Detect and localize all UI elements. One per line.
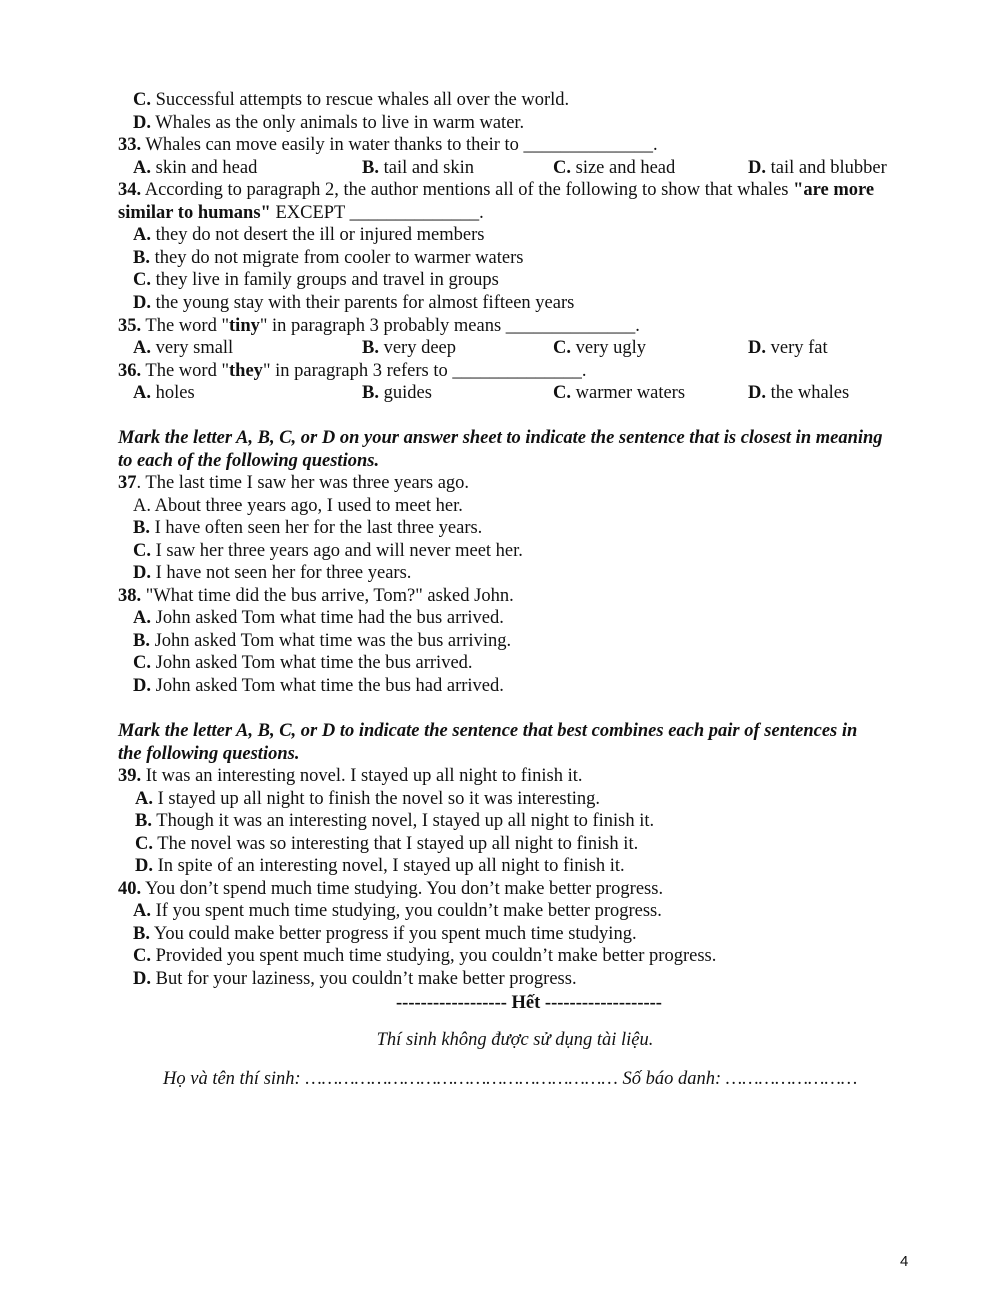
candidate-info-line: Họ và tên thí sinh: ………………………………………………… Số báo danh: …………………… <box>163 1069 858 1089</box>
section-combine-instruction-line-1: Mark the letter A, B, C, or D to indicate the sentence that best combines each pair of sentences in <box>118 721 858 741</box>
q35-stem: 35. The word "tiny" in paragraph 3 probably means ______________. <box>118 316 640 336</box>
q40-stem: 40. You don’t spend much time studying. You don’t make better progress. <box>118 879 664 899</box>
q33-option-a: A. skin and head <box>133 158 258 178</box>
q37-option-d: D. I have not seen her for three years. <box>133 563 412 583</box>
q34-option-d: D. the young stay with their parents for almost fifteen years <box>133 293 575 313</box>
q33-option-c: C. size and head <box>553 158 676 178</box>
q40-option-c: C. Provided you spent much time studying, you couldn’t make better progress. <box>133 946 717 966</box>
q35-option-d: D. very fat <box>748 338 828 358</box>
q38-option-c: C. John asked Tom what time the bus arrived. <box>133 653 473 673</box>
end-marker: ------------------ Hết ------------------- <box>396 993 662 1013</box>
q37-option-b: B. I have often seen her for the last three years. <box>133 518 483 538</box>
q35-option-c: C. very ugly <box>553 338 647 358</box>
q33-option-b: B. tail and skin <box>362 158 475 178</box>
q33-stem: 33. Whales can move easily in water thanks to their to ______________. <box>118 135 658 155</box>
section-combine-instruction-line-2: the following questions. <box>118 744 300 764</box>
q34-stem-line-1: 34. According to paragraph 2, the author mentions all of the following to show that whales "are more <box>118 180 875 200</box>
q37-option-c: C. I saw her three years ago and will never meet her. <box>133 541 523 561</box>
section-closest-instruction-line-2: to each of the following questions. <box>118 451 380 471</box>
section-closest-instruction-line-1: Mark the letter A, B, C, or D on your answer sheet to indicate the sentence that is closest in meaning <box>118 428 883 448</box>
q36-stem: 36. The word "they" in paragraph 3 refers to ______________. <box>118 361 587 381</box>
q36-option-a: A. holes <box>133 383 195 403</box>
q40-option-a: A. If you spent much time studying, you couldn’t make better progress. <box>133 901 662 921</box>
q37-stem: 37. The last time I saw her was three years ago. <box>118 473 470 493</box>
q40-option-d: D. But for your laziness, you couldn’t make better progress. <box>133 969 577 989</box>
q38-option-d: D. John asked Tom what time the bus had arrived. <box>133 676 504 696</box>
q38-stem: 38. "What time did the bus arrive, Tom?" asked John. <box>118 586 514 606</box>
page-number: 4 <box>900 1253 909 1270</box>
q39-option-b: B. Though it was an interesting novel, I stayed up all night to finish it. <box>135 811 655 831</box>
q33-option-d: D. tail and blubber <box>748 158 887 178</box>
q39-option-d: D. In spite of an interesting novel, I stayed up all night to finish it. <box>135 856 625 876</box>
q34-option-a: A. they do not desert the ill or injured members <box>133 225 485 245</box>
no-materials-notice: Thí sinh không được sử dụng tài liệu. <box>376 1030 654 1050</box>
q37-option-a: A. About three years ago, I used to meet her. <box>133 496 463 516</box>
q35-option-b: B. very deep <box>362 338 457 358</box>
q36-option-b: B. guides <box>362 383 432 403</box>
q32-option-c: C. Successful attempts to rescue whales all over the world. <box>133 90 570 110</box>
q36-option-c: C. warmer waters <box>553 383 686 403</box>
q32-option-d: D. Whales as the only animals to live in warm water. <box>133 113 525 133</box>
q39-option-c: C. The novel was so interesting that I stayed up all night to finish it. <box>135 834 639 854</box>
q36-option-d: D. the whales <box>748 383 850 403</box>
q34-option-b: B. they do not migrate from cooler to warmer waters <box>133 248 524 268</box>
q38-option-a: A. John asked Tom what time had the bus arrived. <box>133 608 504 628</box>
q40-option-b: B. You could make better progress if you spent much time studying. <box>133 924 637 944</box>
q39-option-a: A. I stayed up all night to finish the novel so it was interesting. <box>135 789 601 809</box>
q34-option-c: C. they live in family groups and travel in groups <box>133 270 499 290</box>
q35-option-a: A. very small <box>133 338 234 358</box>
q38-option-b: B. John asked Tom what time was the bus arriving. <box>133 631 512 651</box>
q39-stem: 39. It was an interesting novel. I stayed up all night to finish it. <box>118 766 583 786</box>
q34-stem-line-2: similar to humans" EXCEPT ______________. <box>118 203 484 223</box>
